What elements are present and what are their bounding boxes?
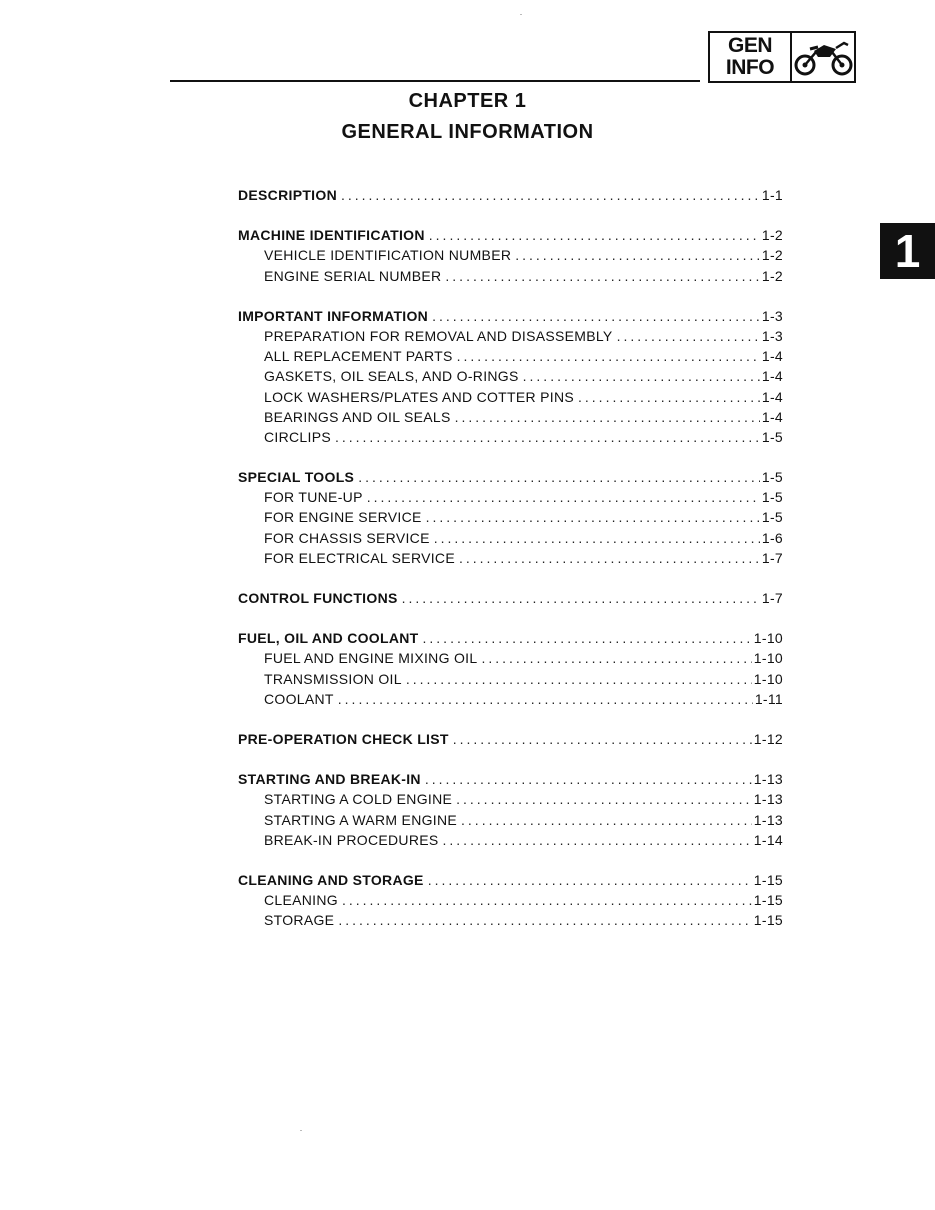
toc-page-number: 1-13 <box>753 791 783 808</box>
dot-leader <box>434 530 760 546</box>
toc-entry-title: GASKETS, OIL SEALS, AND O-RINGS <box>264 368 519 385</box>
toc-entry-title: VEHICLE IDENTIFICATION NUMBER <box>264 247 512 264</box>
toc-sub-entry <box>238 832 783 852</box>
toc-page-number: 1-7 <box>761 590 783 606</box>
dot-leader <box>425 771 752 787</box>
dot-leader <box>402 590 760 606</box>
toc-section <box>238 590 783 610</box>
dot-leader <box>481 650 751 666</box>
toc-sub-entry <box>238 912 783 932</box>
toc-page-number: 1-4 <box>761 408 783 425</box>
toc-entry-title: FOR CHASSIS SERVICE <box>264 529 430 546</box>
toc-page-number: 1-10 <box>753 650 783 667</box>
scan-speck <box>520 14 522 15</box>
toc-entry-title: CLEANING AND STORAGE <box>238 871 424 888</box>
toc-page-number: 1-5 <box>761 489 783 506</box>
toc-sub-entry <box>238 268 783 288</box>
toc-entry-title: FOR ELECTRICAL SERVICE <box>264 549 455 566</box>
toc-section <box>238 308 783 449</box>
toc-heading-entry <box>238 590 783 610</box>
toc-sub-entry <box>238 368 783 388</box>
toc-entry-title: BEARINGS AND OIL SEALS <box>264 408 451 425</box>
toc-section <box>238 872 783 933</box>
toc-entry-title: DESCRIPTION <box>238 187 337 203</box>
toc-page-number: 1-3 <box>761 327 783 344</box>
dot-leader <box>461 812 752 828</box>
toc-sub-entry <box>238 691 783 711</box>
toc-page-number: 1-11 <box>754 690 783 707</box>
toc-entry-title: BREAK-IN PROCEDURES <box>264 831 439 848</box>
scan-speck <box>300 1130 302 1131</box>
toc-sub-entry <box>238 409 783 429</box>
gen-info-badge <box>708 31 856 83</box>
dot-leader <box>358 469 760 485</box>
toc-entry-title: ALL REPLACEMENT PARTS <box>264 348 453 365</box>
header-rule <box>170 80 700 82</box>
toc-page-number: 1-5 <box>761 428 783 445</box>
toc-sub-entry <box>238 671 783 691</box>
dot-leader <box>342 892 752 908</box>
motorcycle-icon <box>792 33 854 81</box>
toc-entry-title: STARTING AND BREAK-IN <box>238 771 421 788</box>
dot-leader <box>338 691 753 707</box>
badge-line-gen: GEN <box>727 34 772 57</box>
toc-page-number: 1-4 <box>761 348 783 365</box>
toc-entry-title: PRE-OPERATION CHECK LIST <box>238 730 449 747</box>
toc-entry-title: CONTROL FUNCTIONS <box>238 590 398 606</box>
dot-leader <box>367 489 760 505</box>
toc-entry-title: STARTING A WARM ENGINE <box>264 811 458 828</box>
toc-section <box>238 227 783 288</box>
toc-sub-entry <box>238 791 783 811</box>
toc-page-number: 1-2 <box>761 267 783 284</box>
chapter-title: GENERAL INFORMATION <box>341 121 594 143</box>
toc-entry-title: PREPARATION FOR REMOVAL AND DISASSEMBLY <box>264 327 613 344</box>
toc-entry-title: IMPORTANT INFORMATION <box>238 307 429 324</box>
toc-entry-title: CLEANING <box>264 892 338 909</box>
toc-sub-entry <box>238 812 783 832</box>
dot-leader <box>578 389 760 405</box>
toc-sub-entry <box>238 348 783 368</box>
toc-entry-title: ENGINE SERIAL NUMBER <box>264 267 442 284</box>
dot-leader <box>455 409 760 425</box>
toc-sub-entry <box>238 389 783 409</box>
toc-entry-title: COOLANT <box>264 690 334 707</box>
toc-entry-title: SPECIAL TOOLS <box>238 469 355 486</box>
toc-entry-title: FUEL, OIL AND COOLANT <box>238 630 419 647</box>
toc-page-number: 1-6 <box>761 529 783 546</box>
toc-page-number: 1-1 <box>761 187 783 203</box>
dot-leader <box>335 429 760 445</box>
gen-info-label <box>710 33 792 81</box>
toc-page-number: 1-3 <box>761 307 783 324</box>
badge-line-info: INFO <box>725 56 775 79</box>
dot-leader <box>453 731 752 747</box>
toc-entry-title: FUEL AND ENGINE MIXING OIL <box>264 650 478 667</box>
toc-heading-entry <box>238 187 783 207</box>
toc-heading-entry <box>238 227 783 247</box>
toc-page-number: 1-15 <box>753 871 783 888</box>
dot-leader <box>406 671 752 687</box>
toc-heading-entry <box>238 630 783 650</box>
dot-leader <box>515 247 760 263</box>
toc-page-number: 1-15 <box>753 912 783 929</box>
toc-section <box>238 187 783 207</box>
toc-page-number: 1-13 <box>753 811 783 828</box>
toc-section <box>238 630 783 711</box>
dot-leader <box>456 791 752 807</box>
dot-leader <box>341 187 760 203</box>
toc-sub-entry <box>238 530 783 550</box>
toc-sub-entry <box>238 650 783 670</box>
toc-sub-entry <box>238 429 783 449</box>
toc-page-number: 1-10 <box>753 630 783 647</box>
toc-heading-entry <box>238 731 783 751</box>
toc-sub-entry <box>238 550 783 570</box>
toc-entry-title: STORAGE <box>264 912 335 929</box>
toc-entry-title: LOCK WASHERS/PLATES AND COTTER PINS <box>264 388 575 405</box>
toc-page-number: 1-2 <box>761 247 783 264</box>
table-of-contents <box>238 187 783 952</box>
toc-entry-title: MACHINE IDENTIFICATION <box>238 227 425 244</box>
toc-section <box>238 771 783 852</box>
dot-leader <box>429 227 760 243</box>
toc-entry-title: STARTING A COLD ENGINE <box>264 791 453 808</box>
dot-leader <box>443 832 752 848</box>
toc-page-number: 1-14 <box>753 831 783 848</box>
dot-leader <box>445 268 759 284</box>
toc-heading-entry <box>238 308 783 328</box>
toc-entry-title: CIRCLIPS <box>264 428 331 445</box>
dot-leader <box>426 509 760 525</box>
toc-page-number: 1-5 <box>761 509 783 526</box>
toc-page-number: 1-7 <box>761 549 783 566</box>
toc-entry-title: FOR ENGINE SERVICE <box>264 509 422 526</box>
toc-heading-entry <box>238 872 783 892</box>
dot-leader <box>459 550 760 566</box>
toc-entry-title: FOR TUNE-UP <box>264 489 363 506</box>
toc-page-number: 1-4 <box>761 388 783 405</box>
toc-heading-entry <box>238 469 783 489</box>
dot-leader <box>523 368 760 384</box>
toc-page-number: 1-12 <box>753 730 783 747</box>
toc-page-number: 1-15 <box>753 892 783 909</box>
toc-sub-entry <box>238 328 783 348</box>
toc-page-number: 1-10 <box>753 670 783 687</box>
toc-section <box>238 731 783 751</box>
toc-sub-entry <box>238 892 783 912</box>
toc-heading-entry <box>238 771 783 791</box>
toc-sub-entry <box>238 509 783 529</box>
dot-leader <box>457 348 760 364</box>
toc-section <box>238 469 783 570</box>
toc-sub-entry <box>238 247 783 267</box>
toc-sub-entry <box>238 489 783 509</box>
dot-leader <box>617 328 760 344</box>
dot-leader <box>338 912 751 928</box>
dot-leader <box>423 630 752 646</box>
toc-page-number: 1-5 <box>761 469 783 486</box>
chapter-number: CHAPTER 1 <box>408 90 527 112</box>
toc-entry-title: TRANSMISSION OIL <box>264 670 402 687</box>
toc-page-number: 1-4 <box>761 368 783 385</box>
chapter-tab: 1 <box>880 223 935 279</box>
toc-page-number: 1-2 <box>761 227 783 244</box>
dot-leader <box>428 872 752 888</box>
dot-leader <box>432 308 760 324</box>
toc-page-number: 1-13 <box>753 771 783 788</box>
